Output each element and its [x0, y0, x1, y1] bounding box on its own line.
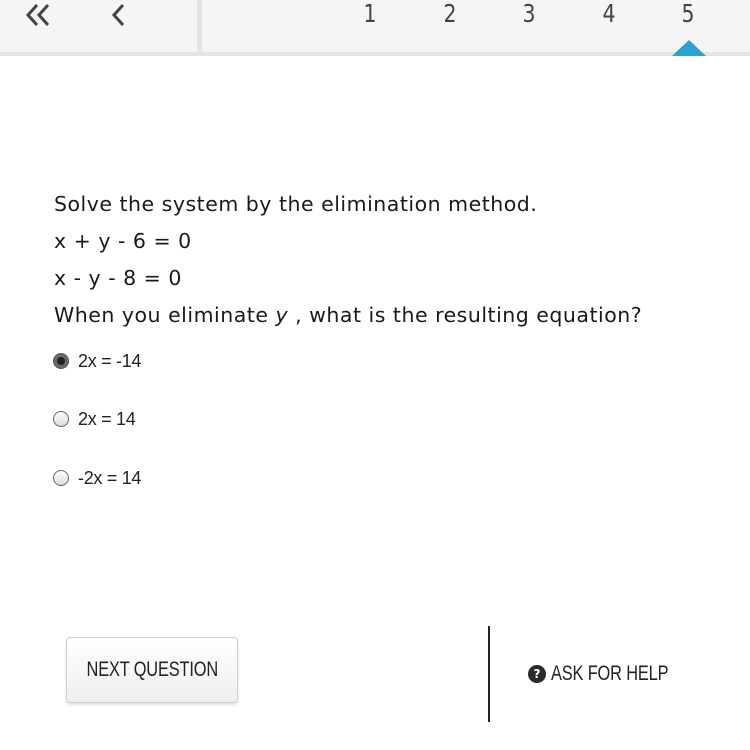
answer-choice-3[interactable] — [53, 466, 141, 490]
chevron-left-icon — [108, 2, 128, 28]
top-navigation-bar — [0, 0, 750, 56]
answer-choice-label: 2x = -14 — [78, 350, 142, 371]
eliminated-variable: y — [275, 303, 289, 327]
question-ask — [54, 297, 734, 334]
first-question-button[interactable] — [18, 0, 58, 30]
previous-question-button[interactable] — [98, 0, 138, 30]
radio-button-selected[interactable] — [53, 353, 69, 369]
equation-1: x + y - 6 = 0 — [54, 229, 192, 253]
nav-divider — [197, 0, 202, 52]
answer-choice-2[interactable] — [53, 407, 135, 431]
question-ask-end: , what is the resulting equation? — [288, 303, 643, 327]
question-prompt: Solve the system by the elimination method. — [54, 192, 538, 216]
next-question-label: NEXT QUESTION — [86, 658, 218, 681]
next-question-button[interactable] — [66, 637, 238, 703]
answer-choice-label: 2x = 14 — [78, 408, 136, 429]
question-ask-start: When you eliminate — [54, 303, 276, 327]
page-tab-3[interactable]: 3 — [522, 0, 536, 28]
page-tab-2[interactable]: 2 — [443, 0, 457, 28]
question-text — [54, 186, 734, 334]
page-tab-4[interactable]: 4 — [602, 0, 616, 28]
answer-choice-1[interactable] — [53, 349, 141, 373]
double-chevron-left-icon — [23, 2, 53, 28]
page-tab-1[interactable]: 1 — [363, 0, 377, 28]
equation-2: x - y - 8 = 0 — [54, 266, 182, 290]
question-circle-icon: ? — [528, 665, 546, 683]
current-page-indicator — [672, 40, 706, 56]
radio-button[interactable] — [53, 470, 69, 486]
ask-for-help-label: ASK FOR HELP — [551, 662, 669, 685]
nav-controls — [0, 0, 197, 52]
radio-button[interactable] — [53, 411, 69, 427]
ask-for-help-button[interactable] — [528, 655, 701, 693]
answer-choice-label: -2x = 14 — [78, 467, 142, 488]
page-tab-5[interactable]: 5 — [681, 0, 695, 28]
footer-divider — [488, 626, 490, 722]
